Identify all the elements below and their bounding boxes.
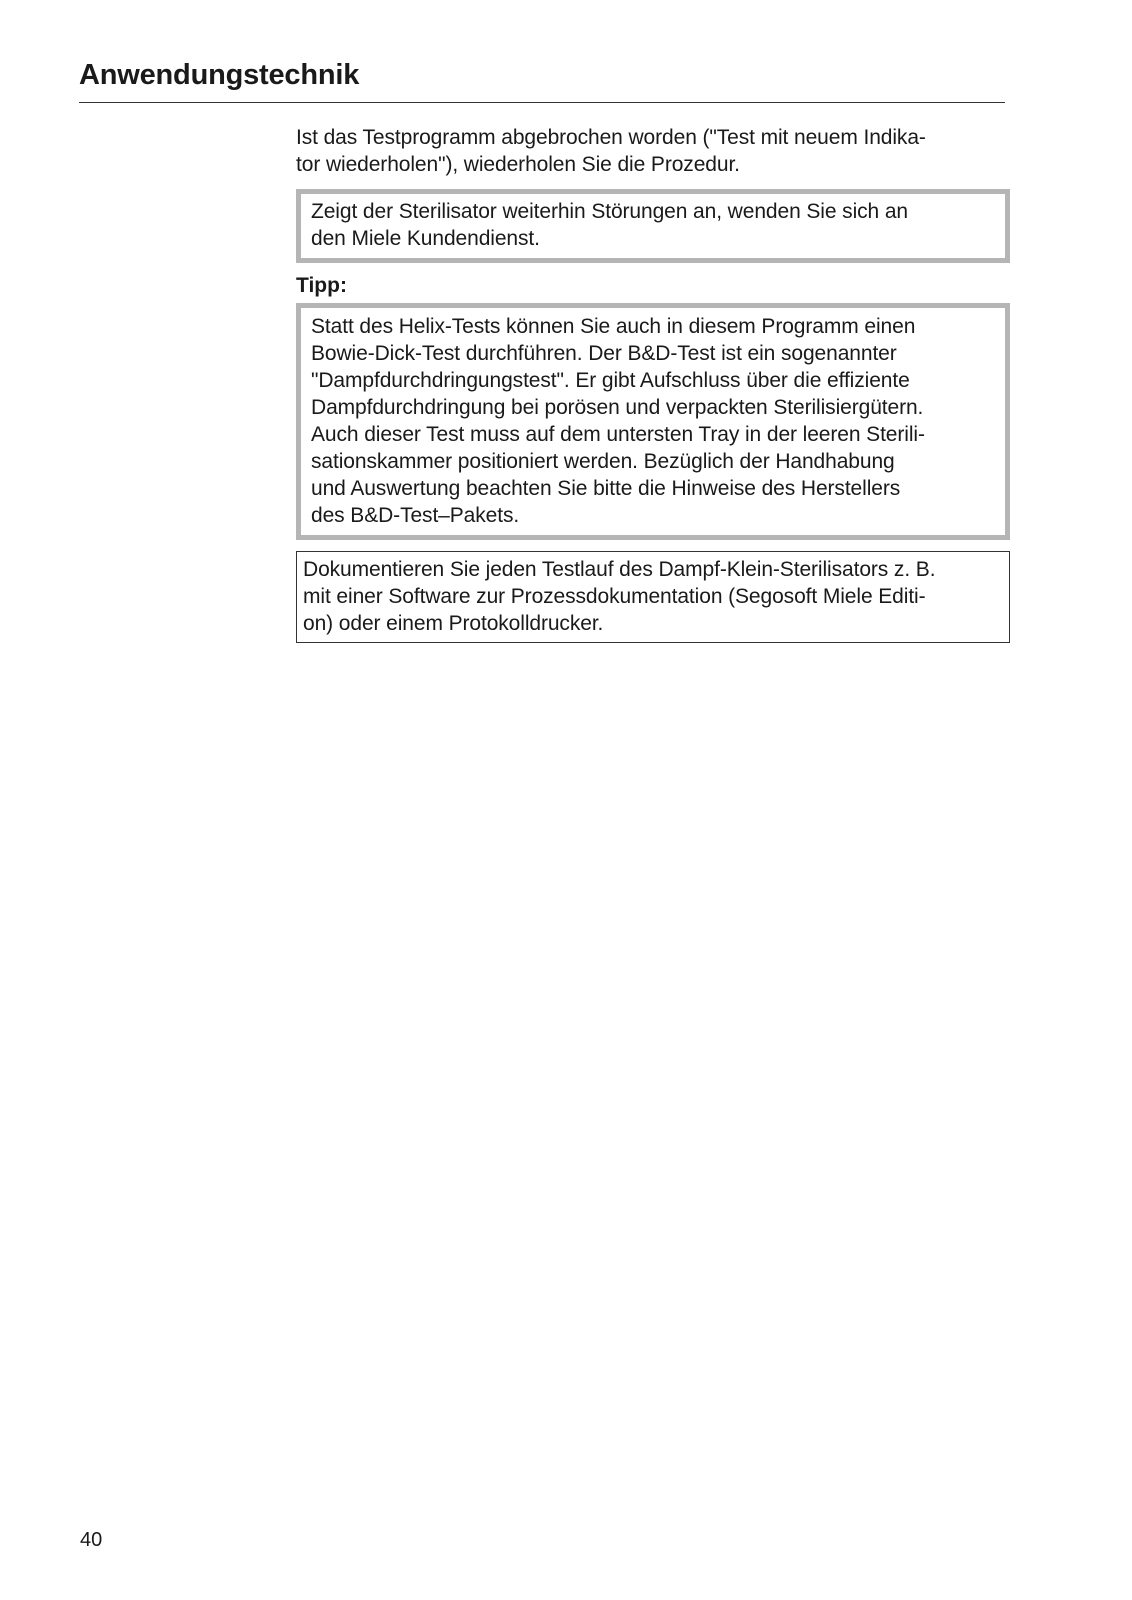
tip-line-5: Auch dieser Test muss auf dem untersten Tray in der leeren Sterili- (311, 423, 925, 446)
warning-text (311, 198, 995, 252)
intro-paragraph (296, 124, 1010, 178)
tip-line-1: Statt des Helix-Tests können Sie auch in diesem Programm einen (311, 315, 916, 338)
warning-line-1: Zeigt der Sterilisator weiterhin Störungen an, wenden Sie sich an (311, 200, 909, 223)
tip-line-3: "Dampfdurchdringungstest". Er gibt Aufschluss über die effiziente (311, 369, 910, 392)
note-box (296, 551, 1010, 643)
main-content (296, 124, 1010, 643)
note-line-1: Dokumentieren Sie jeden Testlauf des Dampf-Klein-Sterilisators z. B. (303, 558, 936, 581)
page-number: 40 (80, 1529, 103, 1551)
intro-line-2: tor wiederholen"), wiederholen Sie die Prozedur. (296, 153, 740, 176)
page-header (79, 58, 1005, 103)
intro-line-1: Ist das Testprogramm abgebrochen worden ("Test mit neuem Indika- (296, 126, 926, 149)
tip-line-7: und Auswertung beachten Sie bitte die Hinweise des Herstellers (311, 477, 901, 500)
tip-line-6: sationskammer positioniert werden. Bezüglich der Handhabung (311, 450, 895, 473)
tip-line-8: des B&D-Test–Pakets. (311, 504, 520, 527)
tip-line-2: Bowie-Dick-Test durchführen. Der B&D-Test ist ein sogenannter (311, 342, 897, 365)
warning-line-2: den Miele Kundendienst. (311, 227, 540, 250)
note-text (303, 556, 1003, 637)
page-title: Anwendungstechnik (79, 59, 360, 91)
note-line-3: on) oder einem Protokolldrucker. (303, 612, 604, 635)
note-line-2: mit einer Software zur Prozessdokumentation (Segosoft Miele Editi- (303, 585, 926, 608)
tip-text (311, 313, 995, 529)
warning-box (296, 189, 1010, 263)
tip-line-4: Dampfdurchdringung bei porösen und verpackten Sterilisiergütern. (311, 396, 924, 419)
tip-box (296, 303, 1010, 540)
tip-label: Tipp: (296, 274, 347, 297)
